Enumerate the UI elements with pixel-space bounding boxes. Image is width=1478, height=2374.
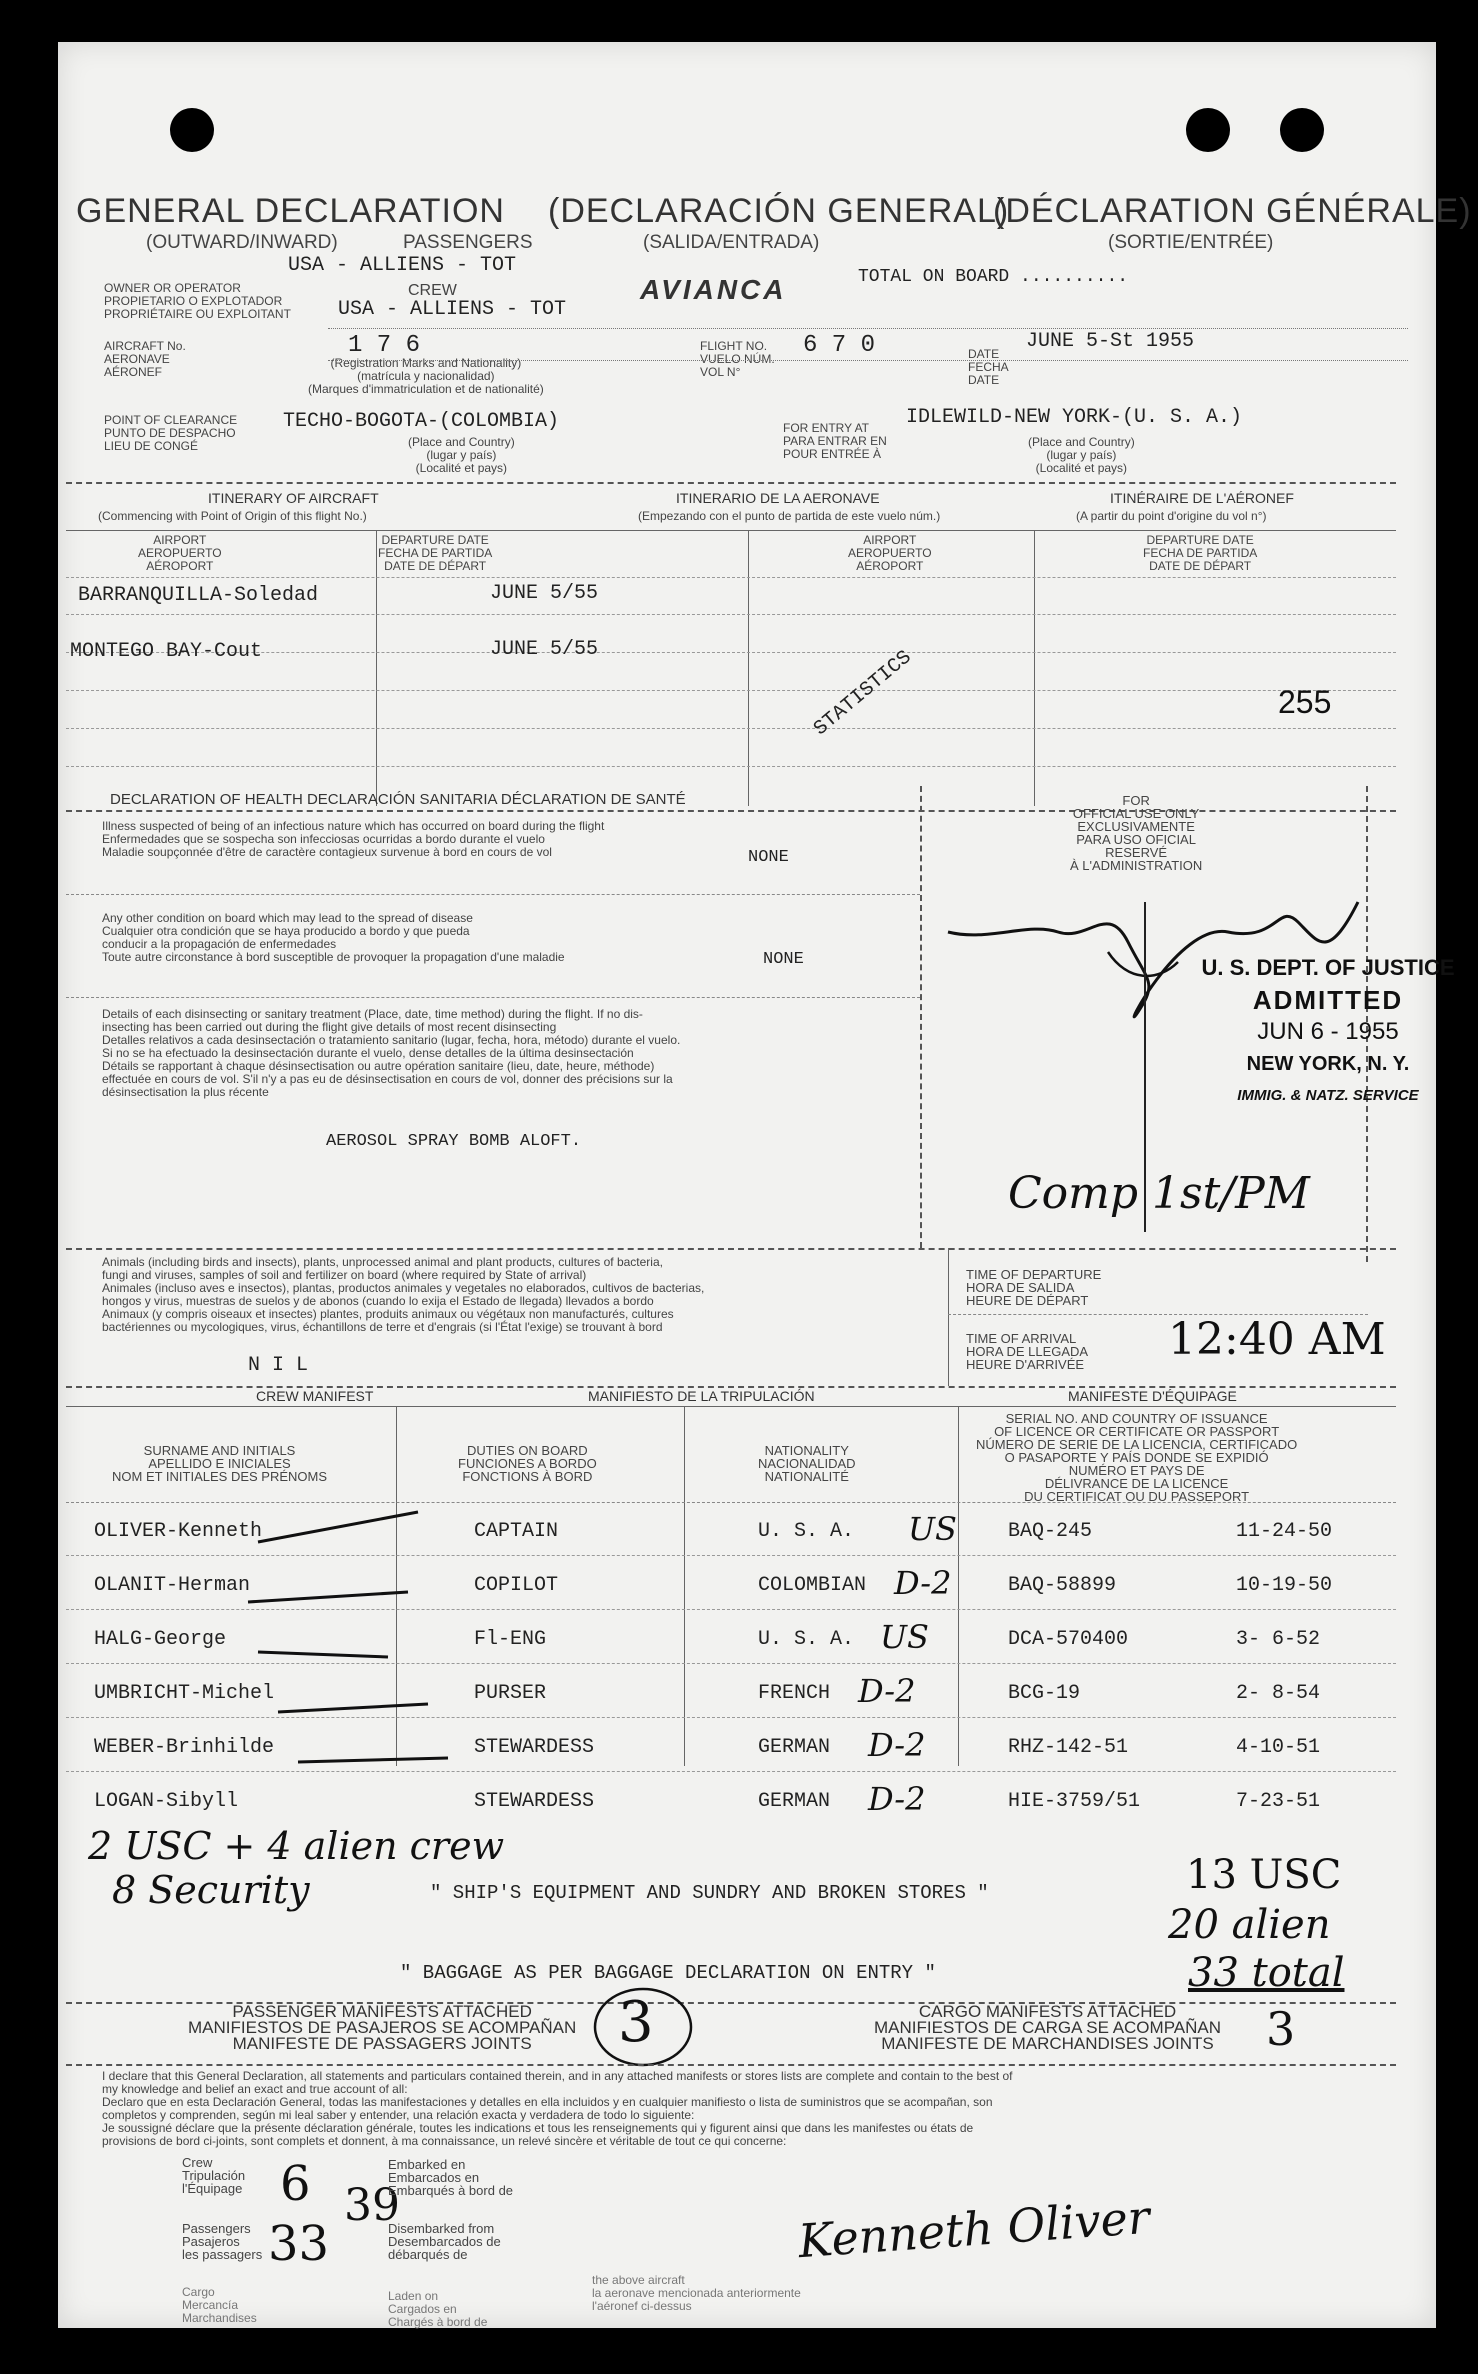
divider xyxy=(66,1406,1396,1407)
crew-duty: CAPTAIN xyxy=(474,1520,559,1543)
col-departure-2: DEPARTURE DATE FECHA DE PARTIDA DATE DE DÉPART xyxy=(1143,533,1258,573)
official-handwritten: Comp 1st/PM xyxy=(1008,1168,1310,1219)
crew-name: OLANIT-Herman xyxy=(94,1574,251,1597)
crew-nationality: COLOMBIAN xyxy=(758,1574,867,1597)
row-line xyxy=(66,614,1396,615)
crew-mark: D-2 xyxy=(858,1672,916,1710)
itinerary-date-2: JUNE 5/55 xyxy=(490,638,599,661)
time-divider xyxy=(948,1248,949,1386)
clearance-value: TECHO-BOGOTA-(COLOMBIA) xyxy=(283,410,560,433)
itinerary-note-en: (Commencing with Point of Origin of this flight No.) xyxy=(98,509,367,523)
health-a2: NONE xyxy=(763,950,804,969)
itinerary-title-fr: ITINÉRAIRE DE L'AÉRONEF xyxy=(1110,490,1294,506)
row-line xyxy=(66,652,1396,653)
subtitle-es: (SALIDA/ENTRADA) xyxy=(643,232,820,253)
crew-cert-date: 2- 8-54 xyxy=(1236,1682,1321,1705)
captain-signature: Kenneth Oliver xyxy=(796,2189,1152,2269)
cargo-labels: Cargo Mercancía Marchandises xyxy=(182,2285,257,2325)
statistics-stamp: STATISTICS xyxy=(809,646,917,741)
col-divider xyxy=(1034,530,1035,806)
crew-cert-date: 4-10-51 xyxy=(1236,1736,1321,1759)
declaration-page xyxy=(58,42,1472,2329)
animals-text: Animals (including birds and insects), plants, unprocessed animal and plant products, cultures of bacteria, fungi and viruses, samples of soil and fertilizer on board (where required by State of arrival) Animales (incluso aves e insectos), plantas, productos animales y vegetales no elaborados, cultivos de bacterias, hongos y virus, muestras de suelos y de abonos (cuando lo exija el Estado de llegada) llevados a bordo Animaux (y compris oiseaux et insectes) plantes, produits animaux ou végétaux non manufacturés, cultures bactériennes ou mycologiques, virus, échantillons de terre et d'engrais (si l'État l'exige) se trouvant à bord xyxy=(102,1255,705,1334)
itinerary-airport-2: MONTEGO BAY-Cout xyxy=(70,640,263,663)
crew-cert-date: 3- 6-52 xyxy=(1236,1628,1321,1651)
crew-title-en: CREW MANIFEST xyxy=(256,1388,374,1404)
col-nationality: NATIONALITY NACIONALIDAD NATIONALITÉ xyxy=(758,1443,856,1484)
hand-note-crew: 2 USC + 4 alien crew xyxy=(88,1824,505,1868)
col-certificate: SERIAL NO. AND COUNTRY OF ISSUANCE OF LICENCE OR CERTIFICATE OR PASSPORT NÚMERO DE SERIE DE LA LICENCIA, CERTIFICADO O PASAPORTE Y PAÍS DONDE SE EXPIDIÓ NUMÉRO ET PAYS DE DÉLIVRANCE DE LA LICENCE DU CERTIFICAT OU DU PASSEPORT xyxy=(976,1411,1298,1504)
itinerary-title-es: ITINERARIO DE LA AERONAVE xyxy=(676,490,880,506)
registration-note: (Registration Marks and Nationality) (matrícula y nacionalidad) (Marques d'immatriculation et de nationalité) xyxy=(308,356,544,396)
crew-duty: PURSER xyxy=(474,1682,547,1705)
col-airport-1: AIRPORT AEROPUERTO AÉROPORT xyxy=(138,533,222,573)
itinerary-number: 255 xyxy=(1278,684,1332,720)
owner-labels: OWNER OR OPERATOR PROPIETARIO O EXPLOTADOR PROPRIÉTAIRE OU EXPLOITANT xyxy=(104,281,291,321)
crew-typed: USA - ALLIENS - TOT xyxy=(338,298,567,321)
section-divider xyxy=(66,482,1396,484)
date-labels: DATE FECHA DATE xyxy=(968,347,1009,387)
crew-title-es: MANIFIESTO DE LA TRIPULACIÓN xyxy=(588,1388,815,1404)
crew-certificate: RHZ-142-51 xyxy=(1008,1736,1129,1759)
aircraft-value: 1 7 6 xyxy=(348,332,421,359)
arrival-value: 12:40 AM xyxy=(1168,1314,1386,1365)
crew-name: WEBER-Brinhilde xyxy=(94,1736,275,1759)
itinerary-note-es: (Empezando con el punto de partida de este vuelo núm.) xyxy=(638,509,941,523)
itinerary-title-en: ITINERARY OF AIRCRAFT xyxy=(208,490,379,506)
health-q1: Illness suspected of being of an infectious nature which has occurred on board during the flight Enfermedades que se sospecha son infecciosas ocurridas a bordo durante el vuelo Maladie soupçonnée d'être de caractère contagieux survenue à bord en cours de vol xyxy=(102,819,605,859)
row-line xyxy=(66,766,1396,767)
row-line xyxy=(66,690,1396,691)
section-divider xyxy=(66,2064,1396,2066)
check-marks xyxy=(238,1492,498,1822)
date-value: JUNE 5-St 1955 xyxy=(1026,330,1195,353)
total-count: 39 xyxy=(344,2180,400,2231)
entry-value: IDLEWILD-NEW YORK-(U. S. A.) xyxy=(906,406,1243,429)
punch-hole xyxy=(170,108,214,152)
crew-cert-date: 11-24-50 xyxy=(1236,1520,1333,1543)
row-line xyxy=(66,728,1396,729)
col-divider xyxy=(748,530,749,806)
health-title: DECLARATION OF HEALTH DECLARACIÓN SANITARIA DÉCLARATION DE SANTÉ xyxy=(110,791,686,808)
itinerary-date-1: JUNE 5/55 xyxy=(490,582,599,605)
crew-count-labels: Crew Tripulación l'Équipage xyxy=(182,2155,246,2196)
divider xyxy=(66,530,1396,531)
divider xyxy=(66,894,920,895)
col-divider xyxy=(958,1406,959,1766)
crew-certificate: BCG-19 xyxy=(1008,1682,1081,1705)
health-q2: Any other condition on board which may lead to the spread of disease Cualquier otra condición que se haya producido a bordo y que pueda conducir a la propagación de enfermedades Toute autre circonstance à bord susceptible de provoquer la propagation d'une maladie xyxy=(102,911,565,964)
col-divider xyxy=(684,1406,685,1766)
crew-mark: US xyxy=(908,1510,957,1548)
crew-label: CREW xyxy=(408,282,457,299)
row-line xyxy=(66,577,1396,578)
itinerary-note-fr: (A partir du point d'origine du vol n°) xyxy=(1076,509,1267,523)
title-en: GENERAL DECLARATION xyxy=(76,192,505,230)
owner-value: AVIANCA xyxy=(640,274,787,305)
crew-duty: STEWARDESS xyxy=(474,1736,595,1759)
flight-value: 6 7 0 xyxy=(803,332,876,359)
crew-duty: COPILOT xyxy=(474,1574,559,1597)
crew-name: OLIVER-Kenneth xyxy=(94,1520,263,1543)
crew-duty: Fl-ENG xyxy=(474,1628,547,1651)
total-on-board: TOTAL ON BOARD .......... xyxy=(858,267,1129,287)
health-a3: AEROSOL SPRAY BOMB ALOFT. xyxy=(326,1132,582,1151)
divider xyxy=(66,997,920,998)
passenger-manifests: PASSENGER MANIFESTS ATTACHED MANIFIESTOS DE PASAJEROS SE ACOMPAÑAN MANIFESTE DE PASSAGERS JOINTS xyxy=(188,2002,577,2053)
official-label: FOR OFFICIAL USE ONLY EXCLUSIVAMENTE PARA USO OFICIAL RESERVÉ À L'ADMINISTRATION xyxy=(1070,793,1203,873)
laden-labels: Laden on Cargados en Chargés à bord de xyxy=(388,2289,488,2329)
crew-name: UMBRICHT-Michel xyxy=(94,1682,275,1705)
punch-hole xyxy=(1280,108,1324,152)
crew-certificate: BAQ-245 xyxy=(1008,1520,1093,1543)
col-divider xyxy=(376,530,377,806)
passenger-count-labels: Passengers Pasajeros les passagers xyxy=(182,2221,263,2262)
crew-nationality: GERMAN xyxy=(758,1790,831,1813)
departure-labels: TIME OF DEPARTURE HORA DE SALIDA HEURE DE DÉPART xyxy=(966,1267,1102,1308)
crew-title-fr: MANIFESTE D'ÉQUIPAGE xyxy=(1068,1388,1237,1404)
admitted-stamp: U. S. DEPT. OF JUSTICE ADMITTED JUN 6 - 1955 NEW YORK, N. Y. IMMIG. & NATZ. SERVICE xyxy=(1201,955,1455,1104)
divider xyxy=(328,328,1408,329)
cargo-manifests: CARGO MANIFESTS ATTACHED MANIFIESTOS DE CARGA SE ACOMPAÑAN MANIFESTE DE MARCHANDISES JOINTS xyxy=(874,2002,1221,2053)
subtitle-fr: (SORTIE/ENTRÉE) xyxy=(1108,232,1274,253)
subtitle-en: (OUTWARD/INWARD) xyxy=(146,232,338,253)
col-name: SURNAME AND INITIALS APELLIDO E INICIALES NOM ET INITIALES DES PRÉNOMS xyxy=(112,1443,328,1484)
disembarked-labels: Disembarked from Desembarcados de débarqués de xyxy=(388,2221,501,2262)
crew-mark: D-2 xyxy=(868,1726,926,1764)
crew-name: HALG-George xyxy=(94,1628,227,1651)
crew-nationality: GERMAN xyxy=(758,1736,831,1759)
title-fr: (DÉCLARATION GÉNÉRALE) xyxy=(993,192,1472,230)
crew-certificate: DCA-570400 xyxy=(1008,1628,1129,1651)
cargo-manifest-count: 3 xyxy=(1266,2002,1296,2056)
aircraft-labels: AIRCRAFT No. AERONAVE AÉRONEF xyxy=(104,339,186,379)
col-airport-2: AIRPORT AEROPUERTO AÉROPORT xyxy=(848,533,932,573)
tally-usc: 13 USC xyxy=(1186,1852,1342,1898)
flight-labels: FLIGHT NO. VUELO NÚM. VOL N° xyxy=(700,339,775,379)
crew-mark: US xyxy=(880,1618,929,1656)
crew-certificate: HIE-3759/51 xyxy=(1008,1790,1141,1813)
animals-value: N I L xyxy=(248,1354,309,1377)
crew-certificate: BAQ-58899 xyxy=(1008,1574,1117,1597)
passenger-manifest-count: 3 xyxy=(618,1990,654,2055)
passenger-count: 33 xyxy=(268,2216,330,2272)
punch-hole xyxy=(1186,108,1230,152)
crew-mark: D-2 xyxy=(894,1564,952,1602)
crew-cert-date: 10-19-50 xyxy=(1236,1574,1333,1597)
crew-nationality: U. S. A. xyxy=(758,1520,855,1543)
divider xyxy=(328,360,1408,361)
health-q3: Details of each disinsecting or sanitary treatment (Place, date, time method) during the flight. If no dis- insecting has been carried out during the flight give details of most recent disinsecting Detalles relativos a cada desinsectación o tratamiento sanitario (lugar, fecha, hora, método) durante el vuelo. Si no se ha efectuado la desinsectación durante el vuelo, dense detalles de la última desinsectación Détails se rapportant à chaque désinsectisation ou autre opération sanitaire (lieu, date, heure, méthode) effectuée en cours de vol. S'il n'y a pas eu de désinsectisation en cours de vol, donner des précisions sur la désinsectisation la plus récente xyxy=(102,1007,681,1099)
section-divider xyxy=(66,1248,1396,1250)
crew-cert-date: 7-23-51 xyxy=(1236,1790,1321,1813)
crew-mark: D-2 xyxy=(868,1780,926,1818)
passengers-typed: USA - ALLIENS - TOT xyxy=(288,254,517,277)
itinerary-airport-1: BARRANQUILLA-Soledad xyxy=(78,584,319,607)
aircraft-note: the above aircraft la aeronave mencionada anteriormente l'aéronef ci-dessus xyxy=(592,2273,801,2313)
title-es: (DECLARACIÓN GENERAL) xyxy=(548,192,1010,230)
health-divider xyxy=(920,786,922,1248)
entry-labels: FOR ENTRY AT PARA ENTRAR EN POUR ENTRÉE À xyxy=(783,421,887,461)
crew-count: 6 xyxy=(280,2156,311,2212)
hand-note-security: 8 Security xyxy=(112,1868,310,1912)
crew-duty: STEWARDESS xyxy=(474,1790,595,1813)
embarked-labels: Embarked en Embarcados en Embarqués à bord de xyxy=(388,2157,514,2198)
arrival-labels: TIME OF ARRIVAL HORA DE LLEGADA HEURE D'ARRIVÉE xyxy=(966,1331,1089,1372)
baggage-note: " BAGGAGE AS PER BAGGAGE DECLARATION ON ENTRY " xyxy=(400,1962,936,1984)
crew-name: LOGAN-Sibyll xyxy=(94,1790,239,1813)
count-circle xyxy=(588,1982,698,2072)
tally-total: 33 total xyxy=(1188,1950,1345,1996)
tally-alien: 20 alien xyxy=(1168,1902,1331,1948)
col-duty: DUTIES ON BOARD FUNCIONES A BORDO FONCTIONS À BORD xyxy=(458,1443,597,1484)
declaration-text: I declare that this General Declaration, all statements and particulars contained therein, and in any attached manifests or stores lists are complete and contain to the best of my knowledge and belief an exact and true account of all: Declaro que en esta Declaración General, todas las manifestaciones y detalles en ella incluidos y en cualquier manifiesto o lista de suministros que se acompañan, son completos y comprenden, según mi leal saber y entender, una relación exacta y verdadera de todo lo siguiente: Je soussigné déclare que la présente déclaration générale, toutes les indications et tous les renseignements qui y figurent ainsi que dans les manifestes ou états de provisions de bord ci-joints, sont complets et donnent, à ma connaissance, un relevé sincère et véritable de tout ce qui concerne: xyxy=(102,2069,1013,2148)
clearance-labels: POINT OF CLEARANCE PUNTO DE DESPACHO LIEU DE CONGÉ xyxy=(104,413,238,453)
clearance-place-note: (Place and Country) (lugar y país) (Localité et pays) xyxy=(408,435,515,475)
passengers-label: PASSENGERS xyxy=(403,232,533,253)
entry-place-note: (Place and Country) (lugar y país) (Localité et pays) xyxy=(1028,435,1135,475)
col-departure-1: DEPARTURE DATE FECHA DE PARTIDA DATE DE DÉPART xyxy=(378,533,493,573)
crew-nationality: U. S. A. xyxy=(758,1628,855,1651)
health-a1: NONE xyxy=(748,848,789,867)
crew-nationality: FRENCH xyxy=(758,1682,831,1705)
ships-equipment: " SHIP'S EQUIPMENT AND SUNDRY AND BROKEN STORES " xyxy=(430,1882,989,1904)
